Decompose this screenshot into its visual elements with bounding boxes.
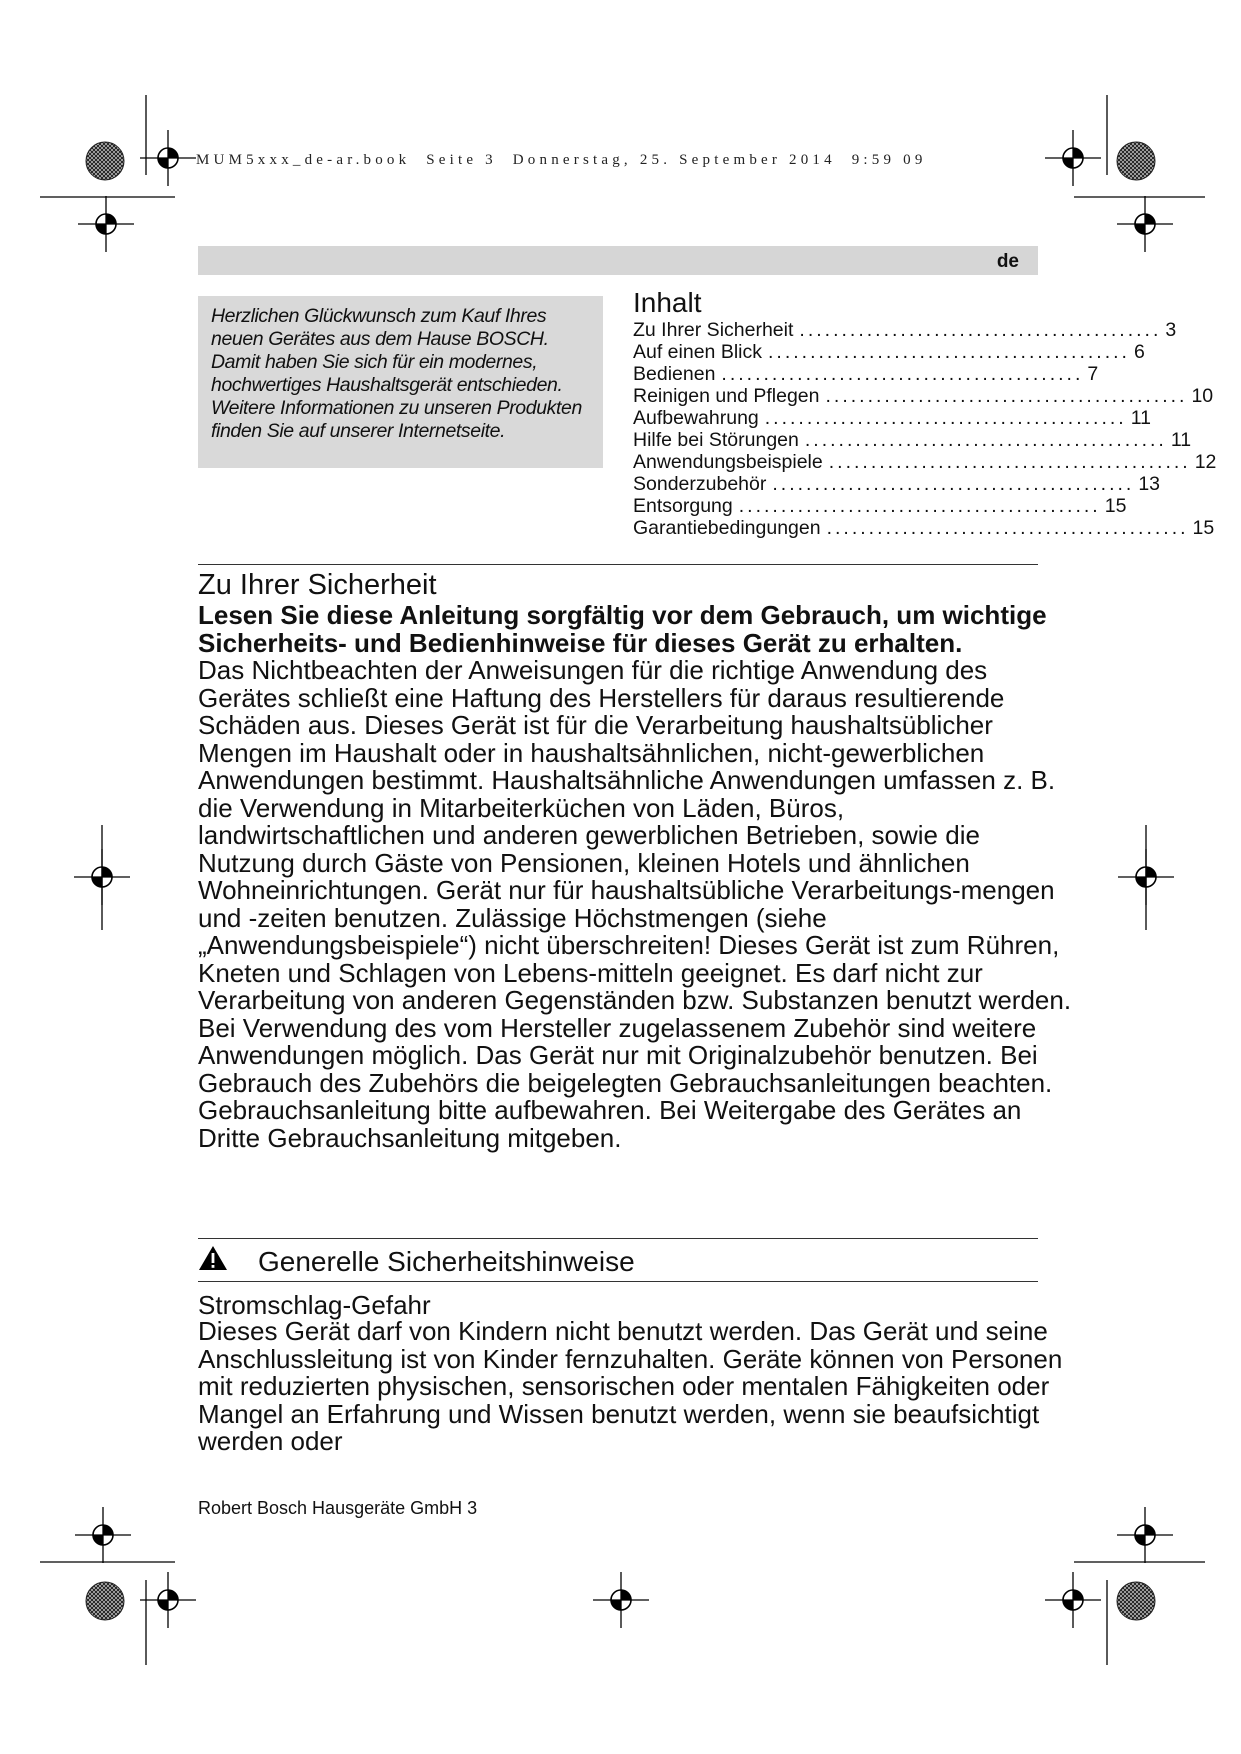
divider [198, 1281, 1038, 1282]
language-tag: de [996, 251, 1019, 272]
footer-text: Robert Bosch Hausgeräte GmbH 3 [198, 1498, 478, 1518]
starburst-icon [86, 1582, 124, 1620]
body-paragraph: Das Nichtbeachten der Anweisungen für die richtige Anwendung des Gerätes schließt eine Haftung des Herstellers für daraus resultierende Schäden aus. Dieses Gerät ist für die Verarbeitung haushaltsüblicher Mengen im Haushalt oder in haushaltsähnlichen, nicht-gewerblichen Anwendungen bestimmt. Haushaltsähnliche Anwendungen umfassen z. B. die Verwendung in Mitarbeiterküchen von Läden, Büros, landwirtschaftlichen und anderen gewerblichen Betrieben, sowie die Nutzung durch Gäste von Pensionen, kleinen Hotels und ähnlichen Wohneinrichtungen. Gerät nur für haushaltsübliche Verarbeitungs-mengen und -zeiten benutzen. Zulässige Höchstmengen (siehe „Anwendungsbeispiele“) nicht überschreiten! Dieses Gerät ist zum Rühren, Kneten und Schlagen von Lebens-mitteln geeignet. Es darf nicht zur Verarbeitung von anderen Gegenständen bzw. Substanzen benutzt werden. Bei Verwendung des vom Hersteller zugelassenem Zubehör sind weitere Anwendungen möglich. Das Gerät nur mit Originalzubehör benutzen. Bei Gebrauch des Zubehörs die beigelegten Gebrauchsanleitungen beachten. Gebrauchsanleitung bitte aufbewahren. Bei Weitergabe des Gerätes an Dritte Gebrauchsanleitung mitgeben. [198, 655, 1072, 1153]
toc-entry[interactable]: Bedienen ........................................... 7 [633, 363, 1099, 385]
header-bar [198, 246, 1038, 275]
registration-mark-icon [1045, 1572, 1101, 1628]
registration-mark-icon [75, 1507, 131, 1563]
toc-entry[interactable]: Reinigen und Pflegen ........................................... 10 [633, 385, 1214, 407]
subheading: Stromschlag-Gefahr [198, 1290, 431, 1320]
toc-entry[interactable]: Auf einen Blick ........................................... 6 [633, 341, 1145, 363]
warning-triangle-icon [198, 1245, 258, 1278]
registration-mark-icon [140, 1572, 196, 1628]
divider [198, 1238, 1038, 1239]
toc-entry[interactable]: Aufbewahrung ........................................... 11 [633, 407, 1151, 429]
toc-entry[interactable]: Garantiebedingungen ........................................... 15 [633, 517, 1215, 539]
subsection-heading: Generelle Sicherheitshinweise [198, 1245, 635, 1278]
print-slug: MUM5xxx_de-ar.book Seite 3 Donnerstag, 25. September 2014 9:59 09 [196, 152, 927, 168]
greeting-box: Herzlichen Glückwunsch zum Kauf Ihres neuen Gerätes aus dem Hause BOSCH. Damit haben Sie sich für ein modernes, hochwertiges Haushaltsgerät entschieden. Weitere Informationen zu unseren Produkten finden Sie auf unserer Internetseite. [198, 296, 603, 468]
toc-entry[interactable]: Hilfe bei Störungen ........................................... 11 [633, 429, 1192, 451]
section-heading: Zu Ihrer Sicherheit [198, 569, 437, 601]
toc-title: Inhalt [633, 287, 702, 318]
lead-paragraph: Lesen Sie diese Anleitung sorgfältig vor dem Gebrauch, um wichtige Sicherheits- und Bedienhinweise für dieses Gerät zu erhalten. [198, 600, 1047, 658]
registration-mark-icon [140, 130, 196, 186]
registration-mark-icon [593, 1572, 649, 1628]
registration-mark-icon [1117, 1507, 1173, 1563]
starburst-icon [1117, 1582, 1155, 1620]
toc-entry[interactable]: Entsorgung ........................................... 15 [633, 495, 1127, 517]
starburst-icon [1117, 142, 1155, 180]
toc-entry[interactable]: Zu Ihrer Sicherheit ........................................... 3 [633, 319, 1177, 341]
toc-entry[interactable]: Anwendungsbeispiele ........................................... 12 [633, 451, 1217, 473]
registration-mark-icon [1045, 130, 1101, 186]
divider [198, 564, 1038, 565]
body-paragraph: Dieses Gerät darf von Kindern nicht benutzt werden. Das Gerät und seine Anschlussleitung ist von Kinder fernzuhalten. Geräte können von Personen mit reduzierten physischen, sensorischen oder mentalen Fähigkeiten oder Mangel an Erfahrung und Wissen benutzt werden, wenn sie beaufsichtigt werden oder [198, 1316, 1063, 1456]
registration-mark-icon [1117, 196, 1173, 252]
starburst-icon [86, 142, 124, 180]
registration-mark-icon [78, 196, 134, 252]
table-of-contents [633, 319, 1217, 539]
toc-entry[interactable]: Sonderzubehör ........................................... 13 [633, 473, 1161, 495]
